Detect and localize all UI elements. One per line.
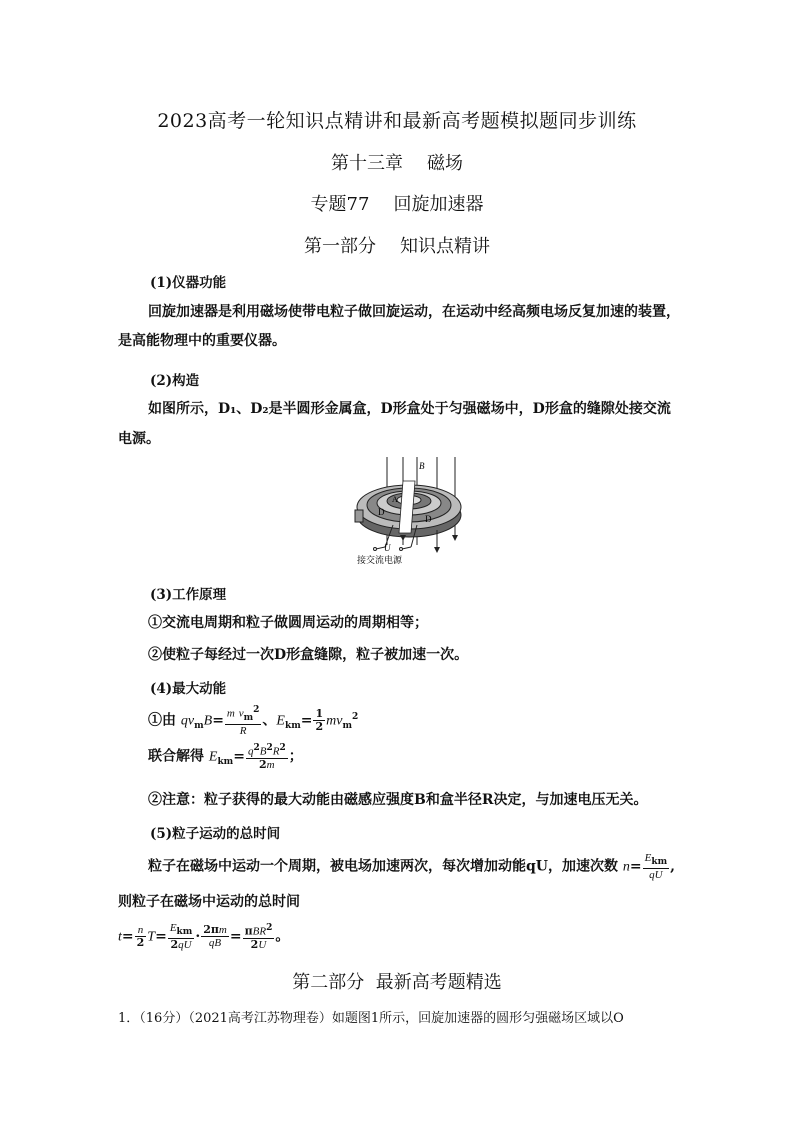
section-5-heading: (5)粒子运动的总时间	[150, 826, 281, 842]
topic-title	[0, 190, 794, 216]
section-1-line-2: 是高能物理中的重要仪器。	[118, 333, 286, 349]
section-5-line-1-text: 粒子在磁场中运动一个周期，被电场加速两次，每次增加动能qU，加速次数	[148, 858, 618, 875]
chapter-number: 第十三章	[331, 153, 403, 174]
figure-label-u: U	[384, 543, 391, 553]
section-2-heading: (2)构造	[150, 373, 200, 389]
equation-solved: 联合解得 $E_{km}=$ $\frac{q^2B^2R^2}{2m}$ ；	[148, 743, 303, 771]
section-3-heading: (3)工作原理	[150, 587, 227, 603]
figure-label-a: A	[392, 495, 398, 504]
section-1-heading: (1)仪器功能	[150, 275, 227, 291]
part1-name: 知识点精讲	[400, 236, 490, 257]
section-4-heading: (4)最大动能	[150, 681, 227, 697]
figure-label-d2: D	[425, 514, 432, 524]
equation-total-time: t= $\frac{n}{2}$ T= $\frac{E_{km}}{2qU}$ · $\frac{2\pi m}{qB}$ = $\frac{\pi BR^2}{2U}$ 。	[118, 922, 290, 952]
section-5-line-2: 则粒子在磁场中运动的总时间	[118, 894, 300, 910]
solved-suffix: ；	[288, 748, 303, 765]
figure-caption: 接交流电源	[357, 556, 403, 566]
part1-number: 第一部分	[304, 236, 376, 257]
equation-1-prefix: ①由	[148, 712, 176, 729]
total-time-end: 。	[275, 928, 290, 945]
section-4-note: ②注意：粒子获得的最大动能由磁感应强度B和盒半径R决定，与加速电压无关。	[148, 792, 648, 808]
equation-1-sep: 、	[262, 712, 277, 729]
section-3-item-2: ②使粒子每经过一次D形盒缝隙，粒子被加速一次。	[148, 647, 469, 663]
section-2-line-1: 如图所示，D₁、D₂是半圆形金属盒，D形盒处于匀强磁场中，D形盒的缝隙处接交流	[148, 401, 671, 417]
section-3-item-1: ①交流电周期和粒子做圆周运动的周期相等；	[148, 615, 428, 631]
section-1-line-1: 回旋加速器是利用磁场使带电粒子做回旋运动，在运动中经高频电场反复加速的装置，	[148, 304, 680, 320]
part2-number: 第二部分	[292, 972, 365, 993]
cyclotron-figure	[345, 455, 475, 570]
topic-name: 回旋加速器	[393, 194, 484, 215]
part2-name: 最新高考题精选	[375, 972, 502, 993]
document-title: 2023高考一轮知识点精讲和最新高考题模拟题同步训练	[157, 110, 637, 132]
figure-label-d1: D	[378, 507, 385, 517]
equation-1: ①由 $qv_mB=$ $\frac{m v_m^2}{R}$ 、$E_{km}=$ $\frac{1}{2}$ $mv_m^2$	[148, 705, 359, 737]
topic-number: 专题77	[310, 194, 370, 215]
section-2-line-2: 电源。	[118, 431, 160, 447]
solved-prefix: 联合解得	[148, 748, 204, 765]
figure-label-b: B	[419, 461, 425, 471]
question-1-text: 1．（16分）（2021高考江苏物理卷）如题图1所示，回旋加速器的圆形匀强磁场区域以O	[118, 1011, 624, 1026]
chapter-name: 磁场	[427, 153, 463, 174]
part2-title	[0, 968, 794, 994]
chapter-title	[0, 149, 794, 175]
part1-title	[0, 232, 794, 258]
section-5-line-1: 粒子在磁场中运动一个周期，被电场加速两次，每次增加动能qU，加速次数 n= $\frac{E_{km}}{qU}$ ,	[148, 852, 675, 882]
